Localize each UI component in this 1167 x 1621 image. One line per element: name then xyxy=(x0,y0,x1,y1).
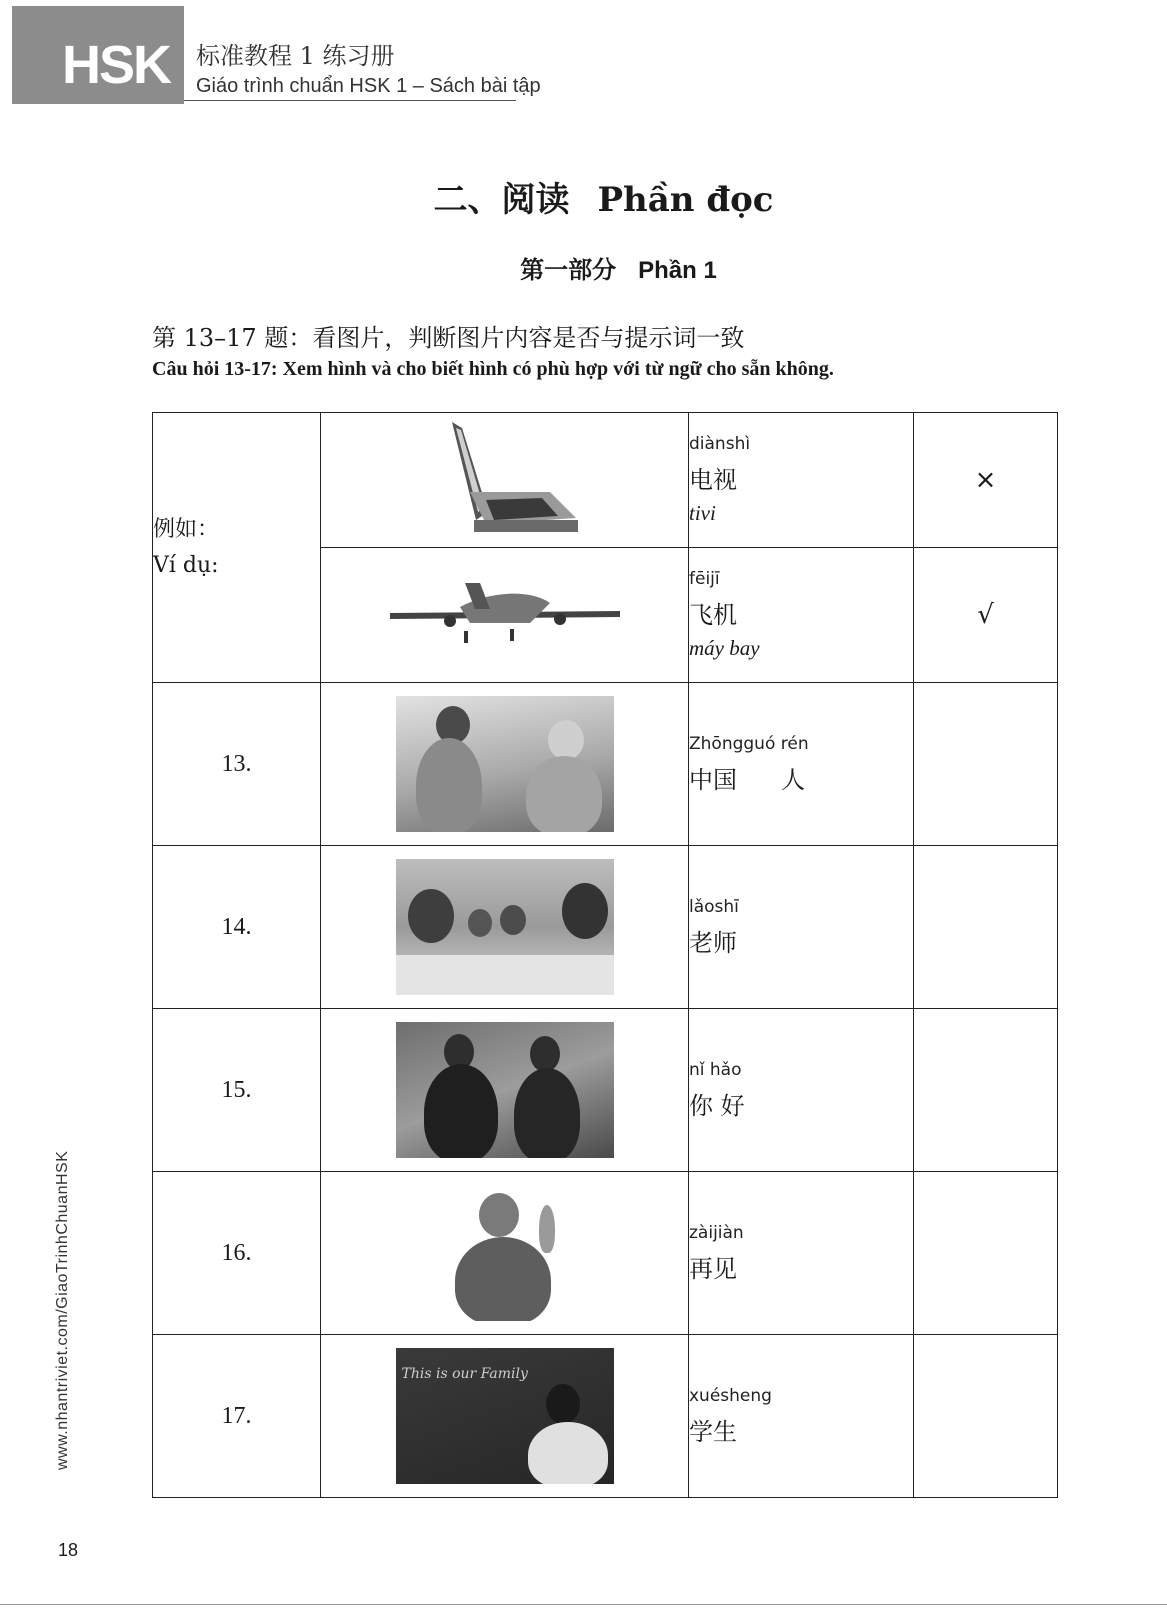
answer-box[interactable] xyxy=(914,683,1058,846)
side-url: www.nhantriviet.com/GiaoTrinhChuanHSK xyxy=(54,1150,71,1470)
example-word-1 xyxy=(689,413,914,548)
question-number: 15. xyxy=(153,1009,321,1172)
part-title-cn: 第一部分 xyxy=(520,257,617,284)
question-word xyxy=(689,683,914,846)
question-word xyxy=(689,846,914,1009)
hanzi: 再见 xyxy=(689,1254,737,1283)
header-divider xyxy=(184,100,516,101)
pinyin: zàijiàn xyxy=(689,1222,744,1243)
question-word xyxy=(689,1172,914,1335)
section-title-cn: 二、阅读 xyxy=(433,180,570,220)
instructions-vn: Câu hỏi 13-17: Xem hình và cho biết hình có phù hợp với từ ngữ cho sẵn không. xyxy=(152,358,834,380)
pinyin: Zhōngguó rén xyxy=(689,733,809,754)
header-title xyxy=(196,36,541,98)
hanzi: 老师 xyxy=(689,928,737,957)
hanzi: 学生 xyxy=(689,1417,737,1446)
question-number: 16. xyxy=(153,1172,321,1335)
classroom-children-photo xyxy=(321,846,689,1009)
laptop-image xyxy=(321,413,689,548)
hsk-logo: HSK xyxy=(12,6,184,104)
airplane-image xyxy=(321,548,689,683)
section-title-vn: Phần đọc xyxy=(597,180,774,220)
pinyin: xuésheng xyxy=(689,1385,772,1406)
question-word xyxy=(689,1335,914,1498)
header-title-cn: 标准教程 1 练习册 xyxy=(196,42,395,70)
pinyin: fēijī xyxy=(689,569,720,589)
question-row-14 xyxy=(153,846,1058,1009)
hanzi: 中国 人 xyxy=(689,765,805,794)
example-label-vn: Ví dụ: xyxy=(153,552,219,578)
header-title-vn: Giáo trình chuẩn HSK 1 – Sách bài tập xyxy=(196,75,541,97)
vietnamese-meaning: tivi xyxy=(689,501,716,525)
pinyin: diànshì xyxy=(689,434,751,454)
blackboard-text: This is our Family xyxy=(401,1366,528,1382)
section-title xyxy=(0,172,1167,221)
part-title xyxy=(0,250,1167,285)
hanzi: 飞机 xyxy=(689,601,737,629)
question-number: 14. xyxy=(153,846,321,1009)
pinyin: lǎoshī xyxy=(689,896,739,917)
instructions-cn: 第 13–17 题：看图片，判断图片内容是否与提示词一致 xyxy=(152,324,745,352)
exercise-table xyxy=(152,412,1058,1498)
answer-box[interactable] xyxy=(914,1172,1058,1335)
answer-mark: × xyxy=(914,413,1058,548)
question-number: 17. xyxy=(153,1335,321,1498)
teacher-blackboard-photo xyxy=(321,1335,689,1498)
question-row-16 xyxy=(153,1172,1058,1335)
boy-waving-photo xyxy=(321,1172,689,1335)
hanzi: 你 好 xyxy=(689,1091,745,1120)
question-row-13 xyxy=(153,683,1058,846)
question-row-17 xyxy=(153,1335,1058,1498)
answer-box[interactable] xyxy=(914,1335,1058,1498)
example-label xyxy=(153,413,321,683)
part-title-vn: Phần 1 xyxy=(638,257,717,284)
question-row-15 xyxy=(153,1009,1058,1172)
two-women-talking-photo xyxy=(321,683,689,846)
page-number: 18 xyxy=(58,1540,79,1560)
pinyin: nǐ hǎo xyxy=(689,1059,742,1080)
example-label-cn: 例如： xyxy=(153,516,220,542)
question-number: 13. xyxy=(153,683,321,846)
example-word-2 xyxy=(689,548,914,683)
hanzi: 电视 xyxy=(689,466,737,494)
question-word xyxy=(689,1009,914,1172)
answer-box[interactable] xyxy=(914,846,1058,1009)
vietnamese-meaning: máy bay xyxy=(689,636,760,660)
handshake-photo xyxy=(321,1009,689,1172)
answer-box[interactable] xyxy=(914,1009,1058,1172)
answer-mark: √ xyxy=(914,548,1058,683)
bottom-divider xyxy=(0,1604,1167,1605)
example-row-1 xyxy=(153,413,1058,548)
